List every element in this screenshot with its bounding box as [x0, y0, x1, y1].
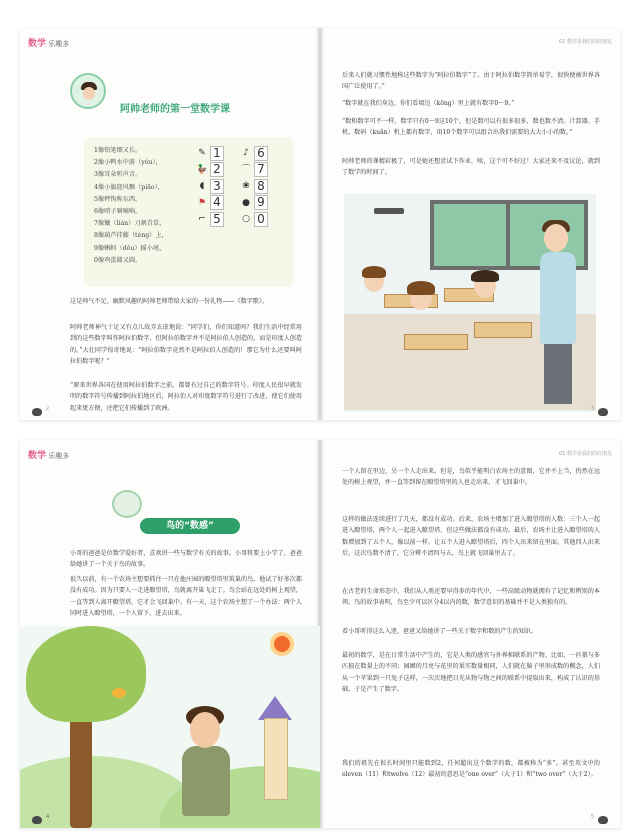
- digit-row: [196, 178, 292, 195]
- running-header: 01 数学是我们的好朋友: [559, 451, 612, 457]
- digit-box: 1: [210, 146, 224, 161]
- chapter-title: 鸟的“数感”: [140, 518, 240, 534]
- digit-box: 6: [254, 146, 268, 161]
- chapter-title: 阿帅老师的第一堂数学课: [120, 104, 230, 115]
- song-line: 9像蝌蚪（dǒu）摇小尾，: [94, 244, 166, 252]
- paragraph: 小哥的爸爸是位数学爱好者，喜欢讲一些与数学有关的故事。小哥将要上小学了，爸爸给她讲了一个关于鸟的故事。: [70, 550, 302, 569]
- cat-ornament-icon: [32, 816, 42, 824]
- cat-ornament-icon: [598, 816, 608, 824]
- paragraph: 后来人们就习惯性地称这些数字为“阿拉伯数字”了。由于阿拉伯数字简单易学，很快便被世界各国广泛使用了。”: [342, 72, 600, 91]
- classroom-illustration: [344, 194, 596, 412]
- song-line: 3像耳朵听声音，: [94, 171, 142, 179]
- pencil-icon: ✎: [198, 148, 206, 159]
- digit-box: 7: [254, 162, 268, 177]
- tadpole-icon: ●: [242, 197, 250, 208]
- top-book-spread: [20, 28, 620, 420]
- digit-row: [196, 195, 292, 212]
- paragraph: “数字就在我们身边，你们看墙边（kōng）里上就有数字0～9。”: [342, 100, 515, 107]
- page-left-top: [20, 28, 320, 420]
- page-number: 2: [46, 406, 50, 412]
- digit-row: [196, 162, 292, 179]
- farmer-figure: [190, 712, 220, 748]
- page-right-bottom: [320, 440, 620, 828]
- paragraph: 这是帅气不足、幽默风趣的阿帅老师带给大家的一份礼物——《数字歌》。: [70, 298, 269, 305]
- song-line: 0像鸡蛋圆又圆。: [94, 256, 142, 264]
- song-line: 8像葫芦挂藤（téng）上，: [94, 232, 168, 240]
- page-number: 5: [590, 814, 594, 820]
- song-line: 4像小旗迎风飘（piāo），: [94, 183, 164, 191]
- paragraph: 最初的数学，是在日常生活中产生的，它是人类的感官与外界相联系的产物。比如，一匹狼与多匹狼在数量上的不同；园圃的月亮与花里的果实数量相同，人们就在脑子里形成数的概念，人们从一个苹果到一只兔子这样，一次次地把目光从物与物之间的联系中提取出来，构成了认识的基础，于是产生了数字。: [342, 652, 600, 694]
- page-right-top: [320, 28, 620, 420]
- digit-box: 0: [254, 212, 268, 227]
- paragraph: “数和数字可不一样，数字只有0～9这10个，但是数可以有很多很多，数也数不清。计算器、手机、数码（kuǎn）机上都有数字，用10个数字可以组合出我们需要的大大小小的数。”: [342, 118, 600, 137]
- hook-icon: ⌐: [198, 214, 206, 225]
- page-left-bottom: [20, 440, 320, 828]
- paragraph: 很久以前，有一个农场主想要抓住一只在他庄园的瞭望塔里筑巢的鸟，他试了好多次都没有成功。因为只要人一走进瞭望塔，鸟就离开巢飞走了。鸟会站在远处的树上观望，一直等到人离开瞭望塔，它才会飞回巢中。有一天，这个农场主想了一个办法：两个人同时进入瞭望塔，一个人留下，进去出来。: [70, 576, 302, 618]
- number-song-box: [84, 137, 294, 287]
- cat-ornament-icon: [32, 408, 42, 416]
- song-line: 6像哨子嘀嘀响，: [94, 208, 142, 216]
- digit-box: 9: [254, 195, 268, 210]
- digit-box: 8: [254, 179, 268, 194]
- duck-icon: 🦆: [196, 164, 208, 175]
- sickle-icon: ⌒: [241, 164, 251, 175]
- paragraph: “原来世界各国在使用阿拉伯数字之前，都曾有过自己的数字符号。印度人民很早就发明的数字符号传播到阿拉伯地区后，阿拉伯人对印度数字符号进行了改进，使它们使用起来更方便，还把它们传播到了欧洲。: [70, 382, 302, 412]
- paragraph: 看小哥听得这么入迷，爸爸又给她讲了一些关于数字和数的产生的知识。: [342, 628, 537, 635]
- digit-box: 2: [210, 162, 224, 177]
- running-header: 01 数学是我们的好朋友: [559, 39, 612, 45]
- gourd-icon: ❀: [242, 181, 250, 192]
- digit-grid: [196, 145, 292, 228]
- egg-icon: ○: [242, 214, 250, 225]
- song-line: 2像小鸭水中游（yóu），: [94, 159, 162, 167]
- bird-icon: [112, 688, 126, 698]
- series-logo: 数学 乐趣多: [28, 39, 70, 49]
- digit-box: 3: [210, 179, 224, 194]
- sun-icon: [274, 636, 290, 652]
- farm-illustration: [20, 626, 320, 828]
- series-logo: 数学 乐趣多: [28, 451, 70, 461]
- song-line: 7像镰（lián）刀割青草，: [94, 220, 166, 228]
- paragraph: 我们的祖先在很长时间里只能数到2，任何超出这个数字的数，都被称为“多”。甚至英文中的eleven（11）和twelve（12）最初的意思是“one over”（大于1）和“two over”（大于2）。: [342, 760, 600, 779]
- song-line: 1像铅笔细又长，: [94, 147, 142, 154]
- cat-ornament-icon: [598, 408, 608, 416]
- digit-row: [196, 211, 292, 228]
- paragraph: 阿帅老师神气十足又有点儿故弄玄虚地说：“同学们，你们知道吗？我们生活中经常用到的这些数字叫作阿拉伯数字，但阿拉伯数字并不是阿拉伯人创造的，而是印度人创造的。”大壮同学惊奇地说：“阿拉伯数字竟然不是阿拉伯人创造的！那它为什么还要叫阿拉伯数字呢？”: [70, 324, 302, 366]
- number-song-lines: [94, 145, 168, 267]
- flag-icon: ⚑: [197, 197, 207, 208]
- teacher-avatar-icon: [70, 73, 106, 109]
- page-number: 3: [590, 406, 594, 412]
- whistle-icon: ♪: [243, 148, 249, 159]
- paragraph: 阿帅老师的课精彩极了，可是她还想尝试下作业，唉，这个可不好过！大家还来不及议论，就到了数学的时间了。: [342, 158, 600, 177]
- song-line: 5像秤钩称东西，: [94, 195, 142, 203]
- bottom-book-spread: [20, 440, 620, 828]
- paragraph: 一个人留在里边，另一个人走出来。但是，鸟似乎能明白农场主的意图，它并不上当，仍然在远处的树上观望，并一直等到留在瞭望塔里的人也走出来，才飞回巢中。: [342, 468, 600, 487]
- digit-row: [196, 145, 292, 162]
- paragraph: 这样的做法连续进行了几天，都没有成功。后来，农场主增加了进入瞭望塔的人数：三个人一起进入瞭望塔，两个人一起进入瞭望塔，但这些做法都没有成功。最后，农场主让进入瞭望塔的人数增加到了五个人，像以前一样，让五个人进入瞭望塔后，四个人出来留在里面。其他四人出来后，这次鸟数不清了，它分辨不清四与五，鸟上就飞回巢里去了。: [342, 516, 600, 558]
- digit-box: 5: [210, 212, 224, 227]
- digit-box: 4: [210, 195, 224, 210]
- page-number: 4: [46, 814, 50, 820]
- bird-badge-icon: [112, 490, 142, 518]
- paragraph: 在古老的生命形态中，我们从人类还要早得多的年代中，一些高级动物就拥有了记忆和辨别的本领。鸟的故事表明，鸟至少可以区分4以内的数，数学意识的基础并不是人类独有的。: [342, 588, 600, 607]
- watchtower: [264, 718, 288, 800]
- ear-icon: ◖: [199, 181, 205, 192]
